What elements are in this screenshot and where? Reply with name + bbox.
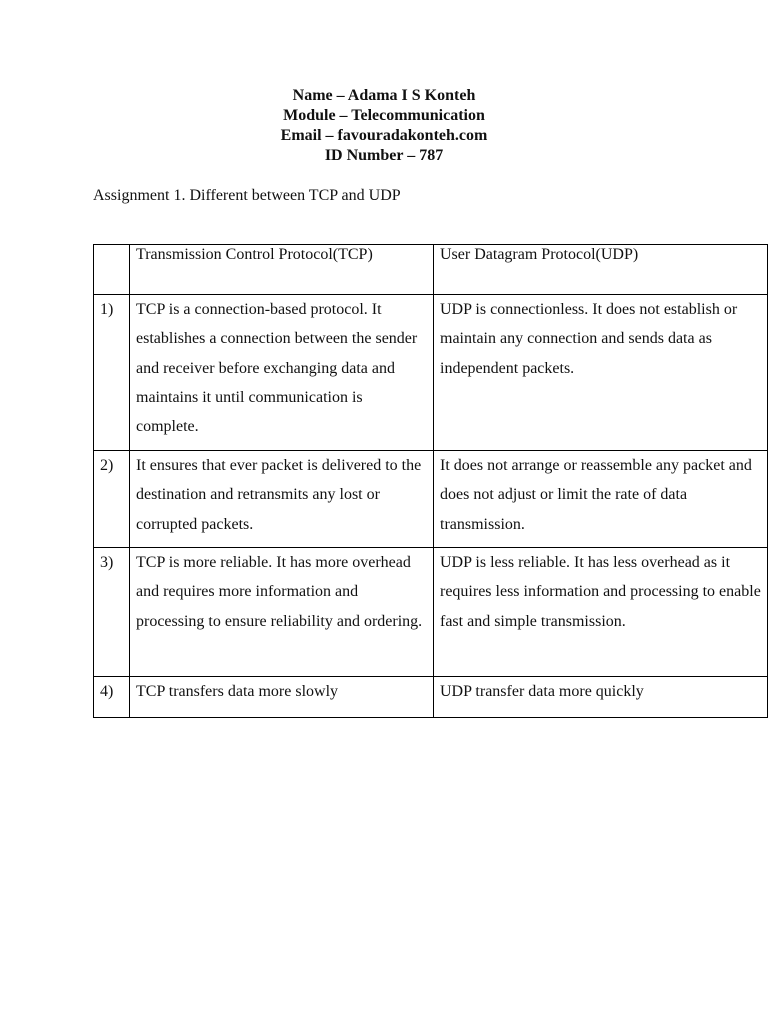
header-cell-tcp: Transmission Control Protocol(TCP) [130, 245, 434, 295]
header-cell-udp: User Datagram Protocol(UDP) [434, 245, 768, 295]
tcp-cell: TCP is more reliable. It has more overhead and requires more information and processing to ensure reliability and ordering. [130, 548, 434, 677]
table-header-row [94, 245, 768, 295]
table-row [94, 295, 768, 451]
table-row [94, 451, 768, 548]
email: Email – favouradakonteh.com [280, 127, 488, 144]
row-number: 1) [94, 295, 130, 451]
tcp-cell: It ensures that ever packet is delivered to the destination and retransmits any lost or corrupted packets. [130, 451, 434, 548]
comparison-table [93, 244, 768, 718]
table-row [94, 677, 768, 718]
document-header [0, 86, 768, 166]
id-number: ID Number – 787 [324, 147, 444, 164]
udp-cell: UDP is less reliable. It has less overhead as it requires less information and processing to enable fast and simple transmission. [434, 548, 768, 677]
udp-cell: UDP transfer data more quickly [434, 677, 768, 718]
udp-cell: It does not arrange or reassemble any packet and does not adjust or limit the rate of data transmission. [434, 451, 768, 548]
table-row [94, 548, 768, 677]
header-cell-number [94, 245, 130, 295]
tcp-cell: TCP is a connection-based protocol. It establishes a connection between the sender and receiver before exchanging data and maintains it until communication is complete. [130, 295, 434, 451]
student-name: Name – Adama I S Konteh [292, 87, 476, 104]
tcp-cell: TCP transfers data more slowly [130, 677, 434, 718]
module-name: Module – Telecommunication [283, 107, 485, 124]
udp-cell: UDP is connectionless. It does not establish or maintain any connection and sends data as independent packets. [434, 295, 768, 451]
assignment-title: Assignment 1. Different between TCP and UDP [93, 187, 401, 204]
row-number: 2) [94, 451, 130, 548]
row-number: 3) [94, 548, 130, 677]
row-number: 4) [94, 677, 130, 718]
